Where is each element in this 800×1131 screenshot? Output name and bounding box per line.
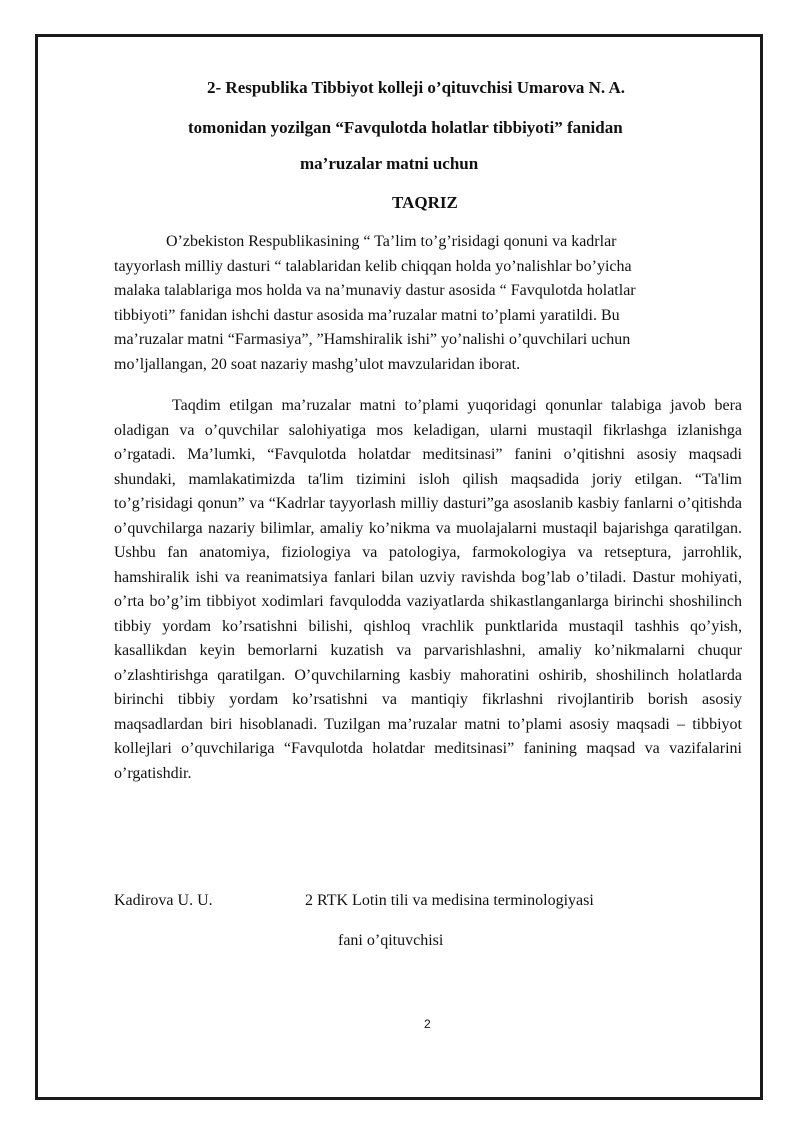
- paragraph-1-line: tibbiyoti” fanidan ishchi dastur asosida ma’ruzalar matni to’plami yaratildi. Bu: [114, 306, 620, 324]
- title-line-1: 2- Respublika Tibbiyot kolleji o’qituvchisi Umarova N. A.: [207, 78, 625, 97]
- paragraph-1-line: malaka talablariga mos holda va na’munaviy dastur asosida “ Favqulotda holatlar: [114, 282, 636, 299]
- signature-role-line-1: 2 RTK Lotin tili va medisina terminologiyasi: [305, 892, 594, 909]
- paragraph-2: Taqdim etilgan ma’ruzalar matni to’plami yuqoridagi qonunlar talabiga javob bera oladigan va o’quvchilar salohiyatiga mos keladigan, ularni mustaqil fikrlashga izlanishga o’rgatadi. Ma’lumki, “Favqulotda holatdar meditsinasi” fanini o’qitishni asosiy maqsadi shundaki, mamlakatimizda ta'lim tizimini isloh qilish maqsadida joriy etilgan. “Ta'lim to’g’risidagi qonun” va “Kadrlar tayyorlash milliy dasturi”ga asoslanib kasbiy fanlarni o’qitishda o’quvchilarga nazariy bilimlar, amaliy ko’nikma va muolajalarni mustaqil bajarishga qaratilgan. Ushbu fan anatomiya, fiziologiya va patologiya, farmokologiya va retseptura, jarrohlik, hamshiralik ishi va reanimatsiya fanlari bilan uzviy ravishda bog’lab o’tiladi. Dastur mohiyati, o’rta bo’g’im tibbiyot xodimlari favqulodda vaziyatlarda shikastlanganlarga birinchi shoshilinch tibbiy yordam ko’rsatishni bilishi, qishloq vrachlik punktlarida mustaqil tashhis qo’yish, kasallikdan keyin bemorlarni kuzatish va parvarishlashni, amaliy ko’nikmalarni chuqur o’zlashtirishga qaratilgan. O’quvchilarning kasbiy mahoratini oshirib, shoshilinch holatlarda birinchi tibbiy yordam ko’rsatishni va mantiqiy fikrlashni rivojlantirib borish asosiy maqsadlardan biri hisoblanadi. Tuzilgan ma’ruzalar matni to’plami asosiy maqsadi – tibbiyot kollejlari o’quvchilariga “Favqulotda holatdar meditsinasi” fanining maqsad va vazifalarini o’rgatishdir.: [114, 397, 742, 782]
- signature-name: Kadirova U. U.: [114, 892, 213, 909]
- paragraph-1: [114, 230, 754, 377]
- title-line-3: ma’ruzalar matni uchun: [300, 154, 479, 173]
- paragraph-1-line: ma’ruzalar matni “Farmasiya”, ”Hamshiralik ishi” yo’nalishi o’quvchilari uchun: [114, 331, 631, 348]
- page-number: 2: [424, 1017, 431, 1031]
- paragraph-1-line: O’zbekiston Respublikasining “ Ta’lim to’g’risidagi qonuni va kadrlar: [166, 233, 617, 250]
- paragraph-1-line: mo’ljallangan, 20 soat nazariy mashg’ulot mavzularidan iborat.: [114, 355, 521, 373]
- title-line-2: tomonidan yozilgan “Favqulotda holatlar tibbiyoti” fanidan: [188, 118, 623, 137]
- paragraph-1-line: tayyorlash milliy dasturi “ talablaridan kelib chiqqan holda yo’nalishlar bo’yicha: [114, 257, 632, 275]
- document-heading: TAQRIZ: [392, 193, 458, 212]
- signature-role-line-2: fani o’qituvchisi: [338, 932, 444, 949]
